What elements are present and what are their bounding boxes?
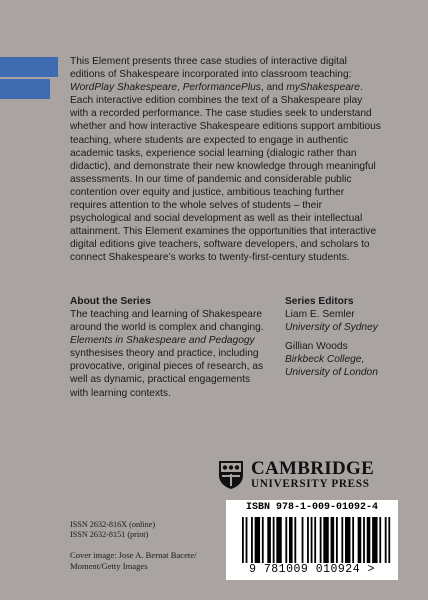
blurb-title-wordplay: WordPlay Shakespeare (70, 82, 178, 94)
barcode-bar (294, 517, 296, 563)
barcode-bar (267, 517, 271, 563)
barcode-bar (246, 517, 248, 563)
series-title: Elements in Shakespeare and Pedagogy (70, 335, 255, 347)
blue-stripe-top (0, 57, 58, 77)
barcode-bar (255, 517, 260, 563)
blurb-title-myshakespeare: myShakespeare (286, 82, 360, 94)
cambridge-shield-icon (218, 460, 244, 490)
isbn-barcode (226, 500, 398, 580)
barcode-bar (352, 517, 354, 563)
barcode-bar (314, 517, 316, 563)
editor-affiliation: University of Sydney (285, 322, 378, 334)
about-text-1: The teaching and learning of Shakespeare around the world is complex and changing. (70, 309, 264, 334)
barcode-bar (367, 517, 371, 563)
barcode-bar (358, 517, 362, 563)
issn-online: ISSN 2632-816X (online) (70, 520, 156, 529)
barcode-bar (276, 517, 281, 563)
publisher-name-line1: CAMBRIDGE (251, 458, 375, 479)
barcode-bar (307, 517, 309, 563)
cover-credit (70, 550, 196, 572)
barcode-bar (345, 517, 350, 563)
barcode-bar (336, 517, 338, 563)
cambridge-logo (218, 460, 386, 490)
editor-entry (285, 308, 395, 334)
barcode-bar (372, 517, 377, 563)
about-series-section (70, 295, 265, 400)
barcode-bar (302, 517, 304, 563)
blurb-text-2: . Each interactive edition combines the text of a Shakespeare play with a recorded performance. The case studies seek to understand whether and how interactive Shakespeare editions support ambitious teaching, where students are expected to engage in authentic academic tasks, experience social learning (dialogic rather than didactic), and demonstrate their new knowledge through meaningful assessments. In our time of pandemic and considerable public contention over equity and justice, ambitious teaching further requires attention to the whole selves of students – their psychological and social development as well as their intellectual attainment. This Element examines the opportunities that interactive digital editions give teachers, software developers, and scholars to connect Shakespeare’s works to twenty-first-century students. (70, 82, 381, 264)
cover-credit-line2: Moment/Getty Images (70, 561, 148, 571)
cover-credit-line1: Cover image: Jose A. Bernat Bacete/ (70, 550, 197, 560)
blue-stripe-bottom (0, 79, 50, 99)
publisher-name-line2: UNIVERSITY PRESS (251, 478, 370, 490)
barcode-bar (341, 517, 343, 563)
editor-name: Liam E. Semler (285, 309, 355, 320)
barcode-bar (363, 517, 365, 563)
barcode-bar (311, 517, 313, 563)
blurb-text-1: This Element presents three case studies of interactive digital editions of Shakespeare incorporated into classroom teaching: (70, 56, 352, 81)
barcode-bar (262, 517, 264, 563)
issn-block (70, 520, 155, 540)
editor-name: Gillian Woods (285, 341, 348, 353)
editor-affiliation: Birkbeck College, University of London (285, 354, 378, 379)
barcode-bar (320, 517, 322, 563)
barcode-bar (289, 517, 293, 563)
issn-print: ISSN 2632-8151 (print) (70, 530, 149, 539)
barcode-bar (273, 517, 275, 563)
blurb-separator-2: , and (260, 82, 287, 94)
about-text-2: synthesises theory and practice, including provocative, original pieces of research, as well as dynamic, practical engagements with learning contexts. (70, 348, 264, 399)
barcode-bar (379, 517, 381, 563)
barcode-bar (242, 517, 244, 563)
about-series-heading: About the Series (70, 296, 151, 307)
barcode-bar (331, 517, 335, 563)
barcode-bar (323, 517, 328, 563)
about-series-text (70, 308, 265, 400)
series-editors-section (285, 295, 395, 385)
editor-entry (285, 340, 395, 379)
blurb-paragraph (70, 55, 382, 265)
isbn-digits: 9 781009 010924 > (249, 563, 375, 576)
barcode-bar (251, 517, 253, 563)
blurb-separator-1: , (177, 82, 183, 94)
cambridge-wordmark (251, 460, 374, 491)
blurb-title-performanceplus: PerformancePlus (182, 82, 261, 94)
barcode-bar (285, 517, 287, 563)
barcode-bars (242, 517, 392, 563)
barcode-bar (388, 517, 390, 563)
isbn-label: ISBN 978-1-009-01092-4 (245, 502, 379, 513)
barcode-bar (385, 517, 387, 563)
series-editors-heading: Series Editors (285, 296, 354, 307)
